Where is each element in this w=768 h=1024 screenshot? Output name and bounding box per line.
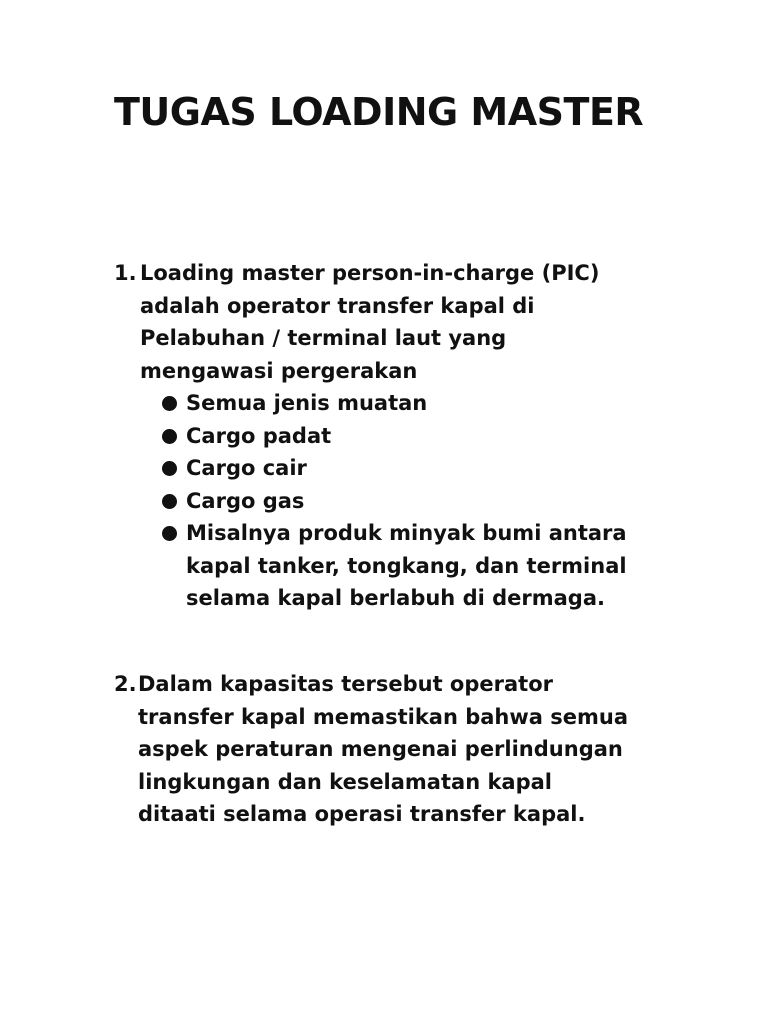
text-line: Pelabuhan / terminal laut yang	[140, 326, 507, 350]
text-line: Semua jenis muatan	[186, 391, 428, 415]
bullet-icon	[160, 387, 186, 420]
text-line: Dalam kapasitas tersebut operator	[138, 672, 553, 696]
bullet-icon	[160, 485, 186, 518]
bullet-text	[186, 517, 627, 615]
text-line: kapal tanker, tongkang, dan terminal	[186, 553, 627, 578]
list-item-1	[114, 257, 714, 615]
text-line: ditaati selama operasi transfer kapal.	[138, 802, 586, 826]
bullet-item	[160, 420, 714, 453]
bullet-text	[186, 420, 331, 453]
bullet-list	[140, 387, 714, 615]
bullet-text	[186, 485, 304, 518]
bullet-item	[160, 517, 714, 615]
item-text	[138, 668, 714, 831]
text-line: Misalnya produk minyak bumi antara	[186, 521, 627, 545]
text-line: lingkungan dan keselamatan kapal	[138, 769, 552, 794]
item-number: 1.	[114, 261, 137, 285]
bullet-item	[160, 387, 714, 420]
bullet-icon	[160, 452, 186, 485]
bullet-item	[160, 452, 714, 485]
page-title: TUGAS LOADING MASTER	[114, 90, 644, 134]
text-line: Cargo gas	[186, 488, 305, 513]
text-line: selama kapal berlabuh di dermaga.	[186, 586, 605, 610]
bullet-text	[186, 452, 307, 485]
item-number: 2.	[114, 672, 137, 696]
text-line: transfer kapal memastikan bahwa semua	[138, 704, 629, 729]
text-line: aspek peraturan mengenai perlindungan	[138, 737, 623, 761]
bullet-icon	[160, 517, 186, 550]
bullet-icon	[160, 420, 186, 453]
bullet-text	[186, 387, 427, 420]
list-item-2	[114, 668, 714, 831]
text-line: mengawasi pergerakan	[140, 358, 418, 383]
text-line: Loading master person-in-charge (PIC)	[140, 261, 600, 285]
text-line: adalah operator transfer kapal di	[140, 293, 535, 318]
item-text	[140, 257, 714, 615]
bullet-item	[160, 485, 714, 518]
text-line: Cargo cair	[186, 456, 307, 480]
text-line: Cargo padat	[186, 423, 332, 448]
